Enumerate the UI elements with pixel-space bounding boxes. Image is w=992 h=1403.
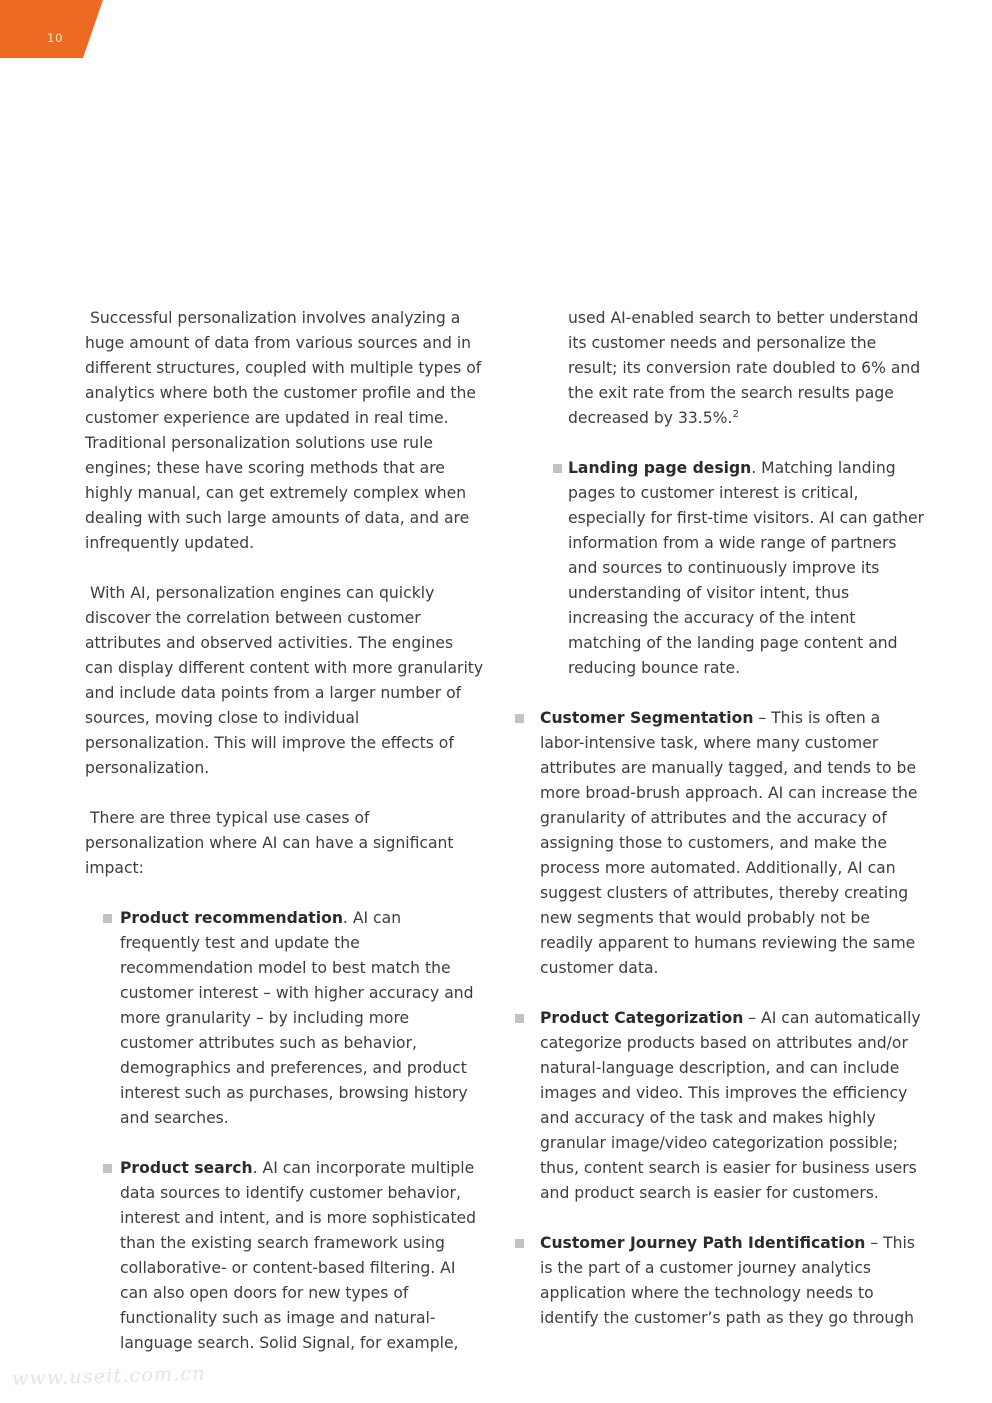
bullet-body: . AI can frequently test and update the recommendation model to best match the customer interest – with higher accuracy and more granularity – by including more customer attributes such as behavior, demographics and preferences, and product interest such as purchases, browsing history and searches.	[120, 909, 474, 1127]
bullet-square-icon	[515, 1239, 524, 1248]
paragraph-intro-3: There are three typical use cases of personalization where AI can have a significant impact:	[85, 809, 454, 877]
bullet-body: . AI can incorporate multiple data sources to identify customer behavior, interest and intent, and is more sophisticated than the existing search framework using collaborative- or content-based filtering. AI can also open doors for new types of functionality such as image and natural-language search. Solid Signal, for example,	[120, 1159, 477, 1352]
paragraph-intro-1: Successful personalization involves analyzing a huge amount of data from various sources and in different structures, coupled with multiple types of analytics where both the customer profile and the customer experience are updated in real time. Traditional personalization solutions use rule engines; these have scoring methods that are highly manual, can get extremely complex when dealing with such large amounts of data, and are infrequently updated.	[85, 309, 482, 552]
bullet-text	[540, 1006, 924, 1206]
page-number-shape	[0, 0, 105, 58]
bullet-customer-segmentation	[512, 706, 924, 981]
bullet-product-categorization	[512, 1006, 924, 1206]
bullet-product-recommendation	[85, 906, 485, 1131]
bullet-square-icon	[103, 1164, 112, 1173]
bullet-square-icon	[515, 1014, 524, 1023]
bullet-title: Landing page design	[568, 459, 752, 477]
right-column	[512, 306, 924, 1356]
paragraph-intro-2: With AI, personalization engines can quickly discover the correlation between customer attributes and observed activities. The engines can display different content with more granularity and include data points from a larger number of sources, moving close to individual personalization. This will improve the effects of personalization.	[85, 584, 484, 777]
bullet-title: Product recommendation	[120, 909, 343, 927]
bullet-square-icon	[103, 914, 112, 923]
bullet-body: – AI can automatically categorize products based on attributes and/or natural-language description, and can include images and video. This improves the efficiency and accuracy of the task and makes highly granular image/video categorization possible; thus, content search is easier for business users and product search is easier for customers.	[540, 1009, 921, 1202]
page-number-label: 10	[47, 31, 64, 45]
bullet-title: Product Categorization	[540, 1009, 744, 1027]
continuation-text: used AI-enabled search to better understand its customer needs and personalize the result; its conversion rate doubled to 6% and the exit rate from the search results page decreased by 33.5%.	[568, 309, 921, 427]
bullet-product-search	[85, 1156, 485, 1356]
paragraph-continuation	[512, 306, 924, 431]
footnote-reference: 2	[732, 408, 739, 420]
page-number-tab	[0, 0, 110, 58]
site-watermark: www.useit.com.cn	[11, 1362, 207, 1390]
bullet-title: Product search	[120, 1159, 253, 1177]
left-column	[85, 306, 485, 1381]
bullet-body: – This is often a labor-intensive task, where many customer attributes are manually tagged, and tends to be more broad-brush approach. AI can increase the granularity of attributes and the accuracy of assigning those to customers, and make the process more automated. Additionally, AI can suggest clusters of attributes, thereby creating new segments that would probably not be readily apparent to humans reviewing the same customer data.	[540, 709, 918, 977]
bullet-text	[540, 1231, 924, 1331]
bullet-title: Customer Journey Path Identification	[540, 1234, 866, 1252]
bullet-landing-page-design	[512, 456, 924, 681]
bullet-text	[120, 906, 485, 1131]
bullet-customer-journey-path-identification	[512, 1231, 924, 1331]
bullet-text	[568, 456, 924, 681]
bullet-text	[120, 1156, 485, 1356]
bullet-square-icon	[515, 714, 524, 723]
bullet-title: Customer Segmentation	[540, 709, 754, 727]
bullet-text	[540, 706, 924, 981]
bullet-body: . Matching landing pages to customer interest is critical, especially for first-time visitors. AI can gather information from a wide range of partners and sources to continuously improve its understanding of visitor intent, thus increasing the accuracy of the intent matching of the landing page content and reducing bounce rate.	[568, 459, 924, 677]
bullet-square-icon	[553, 464, 562, 473]
bullet-body: – This is the part of a customer journey analytics application where the technology needs to identify the customer’s path as they go through	[540, 1234, 915, 1327]
